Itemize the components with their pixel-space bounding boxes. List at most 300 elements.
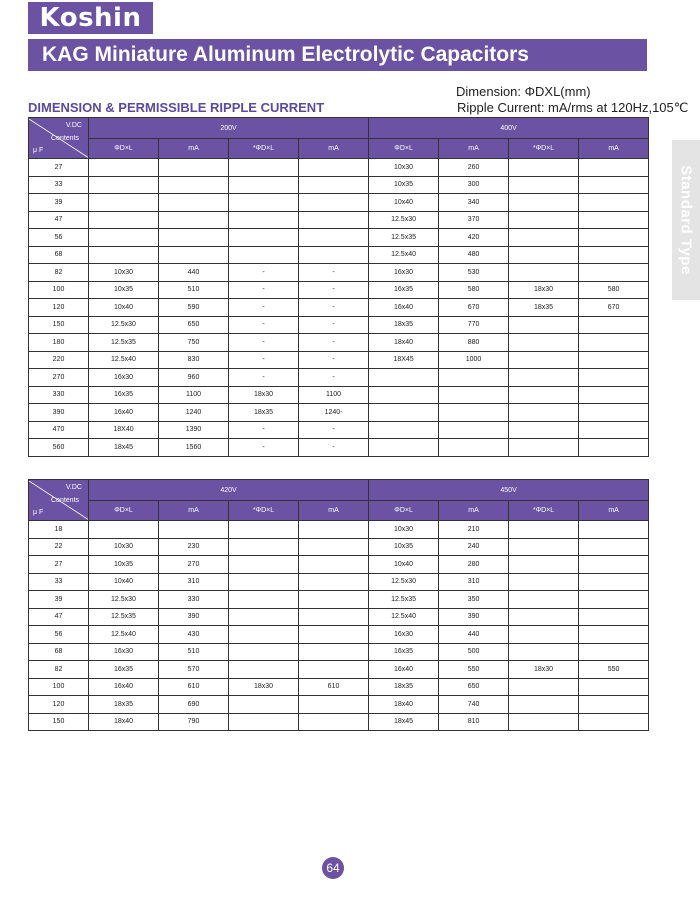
page-title: KAG Miniature Aluminum Electrolytic Capacitors (28, 39, 647, 71)
table-cell: 280 (439, 556, 509, 574)
table-cell: 510 (159, 643, 229, 661)
table-row (29, 404, 649, 422)
table-cell (229, 194, 299, 212)
column-header: *ΦD×L (229, 139, 299, 159)
table-cell (509, 194, 579, 212)
table-cell: 16x30 (89, 369, 159, 387)
table-row (29, 299, 649, 317)
capacitance-cell: 120 (29, 696, 89, 714)
column-header: mA (579, 501, 649, 521)
table-cell (299, 713, 369, 731)
capacitance-cell: 390 (29, 404, 89, 422)
table-cell: 16x40 (369, 299, 439, 317)
table-row (29, 678, 649, 696)
capacitance-cell: 150 (29, 713, 89, 731)
table-cell: 750 (159, 334, 229, 352)
table-row (29, 573, 649, 591)
table-cell: 1240- (299, 404, 369, 422)
table-cell (509, 591, 579, 609)
capacitance-cell: 39 (29, 194, 89, 212)
corner-vdc: V.DC (65, 121, 82, 129)
table-cell (579, 369, 649, 387)
table-cell: 650 (439, 678, 509, 696)
capacitance-cell: 39 (29, 591, 89, 609)
table-cell (299, 608, 369, 626)
table-cell (509, 351, 579, 369)
dimension-note: Dimension: ΦDXL(mm) (456, 84, 591, 99)
table-cell (439, 404, 509, 422)
corner-uf: μ F (33, 508, 44, 516)
table-cell: - (299, 421, 369, 439)
table-cell (509, 556, 579, 574)
capacitance-cell: 82 (29, 661, 89, 679)
table-cell (579, 521, 649, 539)
table-cell (509, 404, 579, 422)
table-cell: 10x40 (89, 573, 159, 591)
table-cell: - (229, 299, 299, 317)
table-cell (159, 246, 229, 264)
table-cell: 16x35 (89, 386, 159, 404)
table-cell: 10x30 (89, 538, 159, 556)
table-cell (579, 194, 649, 212)
table-cell (509, 229, 579, 247)
table-cell: 370 (439, 211, 509, 229)
column-header: *ΦD×L (509, 139, 579, 159)
table-cell: 18x30 (229, 678, 299, 696)
table-cell (229, 521, 299, 539)
table-cell (509, 643, 579, 661)
capacitance-cell: 100 (29, 678, 89, 696)
table-cell (509, 334, 579, 352)
table-cell: 530 (439, 264, 509, 282)
table-cell: 330 (159, 591, 229, 609)
table-cell (229, 556, 299, 574)
table-cell (579, 351, 649, 369)
table-cell (579, 643, 649, 661)
table-cell: 10x40 (369, 556, 439, 574)
table-cell (229, 159, 299, 177)
table-cell (299, 661, 369, 679)
table-cell: 350 (439, 591, 509, 609)
table-cell (299, 573, 369, 591)
table-cell (369, 421, 439, 439)
table-cell: 440 (159, 264, 229, 282)
table-cell: 10x30 (369, 159, 439, 177)
table-cell: - (299, 334, 369, 352)
table-cell: 10x35 (89, 281, 159, 299)
table-cell (229, 591, 299, 609)
table-cell: 16x30 (89, 643, 159, 661)
table-cell: 18x30 (509, 661, 579, 679)
table-cell: - (229, 334, 299, 352)
table-cell: 420 (439, 229, 509, 247)
capacitance-cell: 27 (29, 556, 89, 574)
column-header: ΦD×L (369, 139, 439, 159)
voltage-header: 400V (369, 118, 649, 139)
table-row (29, 246, 649, 264)
table-cell (369, 369, 439, 387)
table-cell: 590 (159, 299, 229, 317)
table-cell: 18x45 (89, 439, 159, 457)
table-cell: 16x40 (89, 678, 159, 696)
voltage-header: 420V (89, 480, 369, 501)
capacitance-cell: 47 (29, 211, 89, 229)
table-cell: 500 (439, 643, 509, 661)
voltage-header-row (29, 480, 649, 501)
column-header-row (29, 501, 649, 521)
table-cell (159, 521, 229, 539)
table-cell: 12.5x40 (369, 608, 439, 626)
table-row (29, 608, 649, 626)
table-row (29, 439, 649, 457)
ripple-table-1 (28, 117, 649, 457)
table-cell: 580 (439, 281, 509, 299)
table-cell (159, 176, 229, 194)
table-cell: 16x40 (89, 404, 159, 422)
table-row (29, 351, 649, 369)
table-cell: 18x40 (369, 696, 439, 714)
table-cell (229, 229, 299, 247)
table-cell (229, 211, 299, 229)
table-cell: - (229, 351, 299, 369)
table-cell (509, 159, 579, 177)
table-cell (579, 626, 649, 644)
table-cell: - (299, 264, 369, 282)
table-cell: 12.5x40 (89, 626, 159, 644)
table-cell: 16x35 (369, 281, 439, 299)
table-row (29, 159, 649, 177)
table-cell (89, 159, 159, 177)
table-cell (509, 678, 579, 696)
table-cell (509, 421, 579, 439)
table-cell: 510 (159, 281, 229, 299)
capacitance-cell: 470 (29, 421, 89, 439)
table-cell (299, 211, 369, 229)
table-cell (299, 229, 369, 247)
table-cell (579, 334, 649, 352)
table-row (29, 626, 649, 644)
capacitance-cell: 68 (29, 246, 89, 264)
table-cell (509, 316, 579, 334)
table-cell: - (229, 439, 299, 457)
table-cell: 610 (159, 678, 229, 696)
table-row (29, 316, 649, 334)
capacitance-cell: 68 (29, 643, 89, 661)
column-header: mA (439, 501, 509, 521)
table-cell (509, 264, 579, 282)
table-cell (159, 211, 229, 229)
table-cell (89, 176, 159, 194)
table-cell: 550 (439, 661, 509, 679)
table-row (29, 229, 649, 247)
table-cell: 790 (159, 713, 229, 731)
table-cell: 880 (439, 334, 509, 352)
capacitance-cell: 33 (29, 573, 89, 591)
table-cell: 10x30 (369, 521, 439, 539)
column-header: ΦD×L (89, 139, 159, 159)
table-cell: - (299, 281, 369, 299)
capacitance-cell: 270 (29, 369, 89, 387)
table-cell: 18x35 (89, 696, 159, 714)
table-cell: 10x40 (89, 299, 159, 317)
table-row (29, 696, 649, 714)
corner-contents: Contents (51, 496, 80, 504)
table-cell: 810 (439, 713, 509, 731)
table-cell (579, 176, 649, 194)
table-cell (229, 626, 299, 644)
table-cell: 12.5x30 (89, 591, 159, 609)
table-cell: - (299, 439, 369, 457)
table-cell: 10x35 (369, 176, 439, 194)
table-cell (439, 369, 509, 387)
table-cell (579, 538, 649, 556)
table-cell: - (299, 316, 369, 334)
table-cell (299, 194, 369, 212)
capacitance-cell: 56 (29, 626, 89, 644)
corner-header (29, 118, 89, 159)
table-cell: 16x30 (369, 264, 439, 282)
table-cell (509, 573, 579, 591)
table-cell: 1560 (159, 439, 229, 457)
table-row (29, 386, 649, 404)
capacitance-cell: 27 (29, 159, 89, 177)
table-cell (229, 608, 299, 626)
table-cell: 740 (439, 696, 509, 714)
table-row (29, 211, 649, 229)
table-cell (369, 386, 439, 404)
table-cell (229, 176, 299, 194)
table-cell: 16x30 (369, 626, 439, 644)
table-cell (509, 211, 579, 229)
table-cell (579, 696, 649, 714)
table-cell: 12.5x40 (369, 246, 439, 264)
table-cell: - (299, 299, 369, 317)
table-cell: - (229, 316, 299, 334)
table-cell (439, 386, 509, 404)
table-row (29, 264, 649, 282)
table-cell (579, 264, 649, 282)
table-row (29, 369, 649, 387)
table-cell (439, 421, 509, 439)
table-cell (299, 521, 369, 539)
table-cell (509, 626, 579, 644)
table-cell (229, 538, 299, 556)
table-cell: 440 (439, 626, 509, 644)
column-header: mA (439, 139, 509, 159)
table-cell: 550 (579, 661, 649, 679)
table-cell: 12.5x40 (89, 351, 159, 369)
column-header: ΦD×L (89, 501, 159, 521)
table-cell: 12.5x30 (369, 211, 439, 229)
table-cell: 16x35 (89, 661, 159, 679)
table-cell (509, 696, 579, 714)
table-cell (509, 713, 579, 731)
table-cell (509, 369, 579, 387)
table-cell: 960 (159, 369, 229, 387)
table-cell: 310 (439, 573, 509, 591)
table-cell (299, 643, 369, 661)
table-cell: - (299, 351, 369, 369)
table-cell: 1240 (159, 404, 229, 422)
table-row (29, 194, 649, 212)
table-cell: 12.5x30 (89, 316, 159, 334)
ripple-note: Ripple Current: mA/rms at 120Hz,105℃ (457, 100, 689, 115)
capacitance-cell: 18 (29, 521, 89, 539)
table-cell (579, 229, 649, 247)
table-cell: 270 (159, 556, 229, 574)
table-cell: 230 (159, 538, 229, 556)
table-cell: 670 (579, 299, 649, 317)
section-heading: DIMENSION & PERMISSIBLE RIPPLE CURRENT (28, 100, 325, 115)
table-cell (299, 538, 369, 556)
capacitance-cell: 150 (29, 316, 89, 334)
corner-uf: μ F (33, 146, 44, 154)
table-cell (299, 556, 369, 574)
table-cell: 18x45 (369, 713, 439, 731)
capacitance-cell: 120 (29, 299, 89, 317)
table-cell: - (229, 281, 299, 299)
table-row (29, 421, 649, 439)
table-cell: 690 (159, 696, 229, 714)
table-cell: - (229, 421, 299, 439)
table-cell: 1100 (159, 386, 229, 404)
table-cell: 430 (159, 626, 229, 644)
table-row (29, 176, 649, 194)
table-cell (299, 159, 369, 177)
table-cell: 16x40 (369, 661, 439, 679)
table-cell (229, 661, 299, 679)
table-cell (579, 316, 649, 334)
table-cell (299, 246, 369, 264)
table-cell (509, 246, 579, 264)
table-cell: 18x40 (89, 713, 159, 731)
table-cell (509, 386, 579, 404)
capacitance-cell: 180 (29, 334, 89, 352)
table-cell (579, 608, 649, 626)
table-cell: 18x35 (369, 678, 439, 696)
table-cell (89, 194, 159, 212)
table-cell: 340 (439, 194, 509, 212)
table-cell (89, 521, 159, 539)
table-cell: 10x35 (369, 538, 439, 556)
table-cell: 10x30 (89, 264, 159, 282)
capacitance-cell: 56 (29, 229, 89, 247)
table-cell (579, 556, 649, 574)
page-number: 64 (322, 857, 344, 879)
column-header-row (29, 139, 649, 159)
corner-vdc: V.DC (65, 483, 82, 491)
table-cell: 480 (439, 246, 509, 264)
table-cell: 12.5x35 (369, 229, 439, 247)
table-cell (299, 626, 369, 644)
table-cell (299, 176, 369, 194)
voltage-header: 450V (369, 480, 649, 501)
capacitance-cell: 82 (29, 264, 89, 282)
table-cell: 650 (159, 316, 229, 334)
table-row (29, 661, 649, 679)
table-row (29, 556, 649, 574)
table-cell (509, 521, 579, 539)
table-row (29, 538, 649, 556)
table-cell (579, 211, 649, 229)
table-cell (229, 713, 299, 731)
table-cell (579, 573, 649, 591)
table-cell (229, 696, 299, 714)
column-header: mA (159, 501, 229, 521)
table-cell: 390 (159, 608, 229, 626)
table-cell (509, 439, 579, 457)
table-cell (579, 421, 649, 439)
corner-contents: Contents (51, 134, 80, 142)
table-cell: 10x35 (89, 556, 159, 574)
table-cell: 18x35 (509, 299, 579, 317)
side-tab (672, 140, 700, 300)
voltage-header-row (29, 118, 649, 139)
table-row (29, 713, 649, 731)
table-cell: 1000 (439, 351, 509, 369)
capacitance-cell: 220 (29, 351, 89, 369)
table-row (29, 591, 649, 609)
column-header: *ΦD×L (509, 501, 579, 521)
table-cell (579, 159, 649, 177)
table-cell (159, 194, 229, 212)
table-cell: 1390 (159, 421, 229, 439)
table-cell (159, 229, 229, 247)
capacitance-cell: 330 (29, 386, 89, 404)
table-cell: 770 (439, 316, 509, 334)
table-cell (89, 211, 159, 229)
table-cell (229, 246, 299, 264)
table-cell: - (229, 264, 299, 282)
table-row (29, 281, 649, 299)
table-cell: 300 (439, 176, 509, 194)
table-cell: 18x35 (369, 316, 439, 334)
table-cell: 310 (159, 573, 229, 591)
side-tab-label: Standard Type (677, 165, 695, 275)
table-cell: 670 (439, 299, 509, 317)
table-cell: - (229, 369, 299, 387)
table-row (29, 643, 649, 661)
table-cell (439, 439, 509, 457)
corner-header (29, 480, 89, 521)
table-cell: 210 (439, 521, 509, 539)
capacitance-cell: 47 (29, 608, 89, 626)
table-cell (579, 591, 649, 609)
table-cell (89, 246, 159, 264)
table-cell (579, 386, 649, 404)
column-header: mA (299, 139, 369, 159)
table-cell (369, 404, 439, 422)
table-cell: 1100 (299, 386, 369, 404)
voltage-header: 200V (89, 118, 369, 139)
column-header: mA (579, 139, 649, 159)
table-cell: 18x30 (229, 386, 299, 404)
table-cell: 260 (439, 159, 509, 177)
brand-logo: Koshin (28, 2, 153, 34)
table-cell: 830 (159, 351, 229, 369)
table-cell (89, 229, 159, 247)
table-cell: - (299, 369, 369, 387)
table-cell (579, 713, 649, 731)
table-cell (299, 696, 369, 714)
table-cell (159, 159, 229, 177)
table-cell (229, 573, 299, 591)
table-cell: 240 (439, 538, 509, 556)
table-cell: 18x35 (229, 404, 299, 422)
capacitance-cell: 560 (29, 439, 89, 457)
table-cell: 580 (579, 281, 649, 299)
table-row (29, 334, 649, 352)
